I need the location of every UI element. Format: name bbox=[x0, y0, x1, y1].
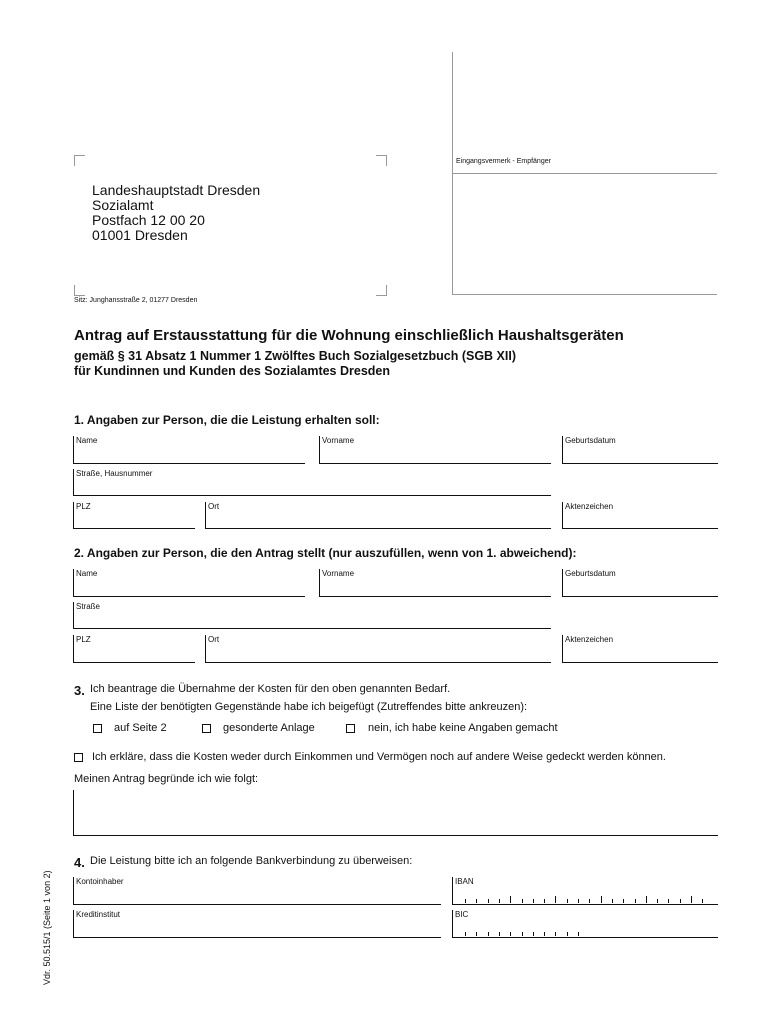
kreditinstitut-label: Kreditinstitut bbox=[76, 910, 121, 919]
bic-tick bbox=[522, 932, 523, 936]
bic-tick bbox=[476, 932, 477, 936]
iban-tick bbox=[646, 896, 647, 903]
s2-ort-label: Ort bbox=[208, 635, 220, 644]
s1-plz-field[interactable] bbox=[73, 502, 195, 529]
s1-strasse-label: Straße, Hausnummer bbox=[76, 469, 153, 478]
receipt-box-line-bottom bbox=[452, 294, 717, 295]
bic-tick bbox=[499, 932, 500, 936]
s2-strasse-field[interactable] bbox=[73, 602, 551, 629]
bic-tick bbox=[578, 932, 579, 936]
bic-tick bbox=[488, 932, 489, 936]
s2-plz-label: PLZ bbox=[76, 635, 91, 644]
bic-tick bbox=[510, 932, 511, 936]
s1-aktenzeichen-label: Aktenzeichen bbox=[565, 502, 614, 511]
s1-aktenzeichen-field[interactable] bbox=[562, 502, 718, 529]
iban-tick bbox=[465, 899, 466, 903]
iban-tick bbox=[578, 899, 579, 903]
kontoinhaber-label: Kontoinhaber bbox=[76, 877, 124, 886]
iban-tick bbox=[499, 899, 500, 903]
s1-geburtsdatum-label: Geburtsdatum bbox=[565, 436, 616, 445]
iban-field[interactable] bbox=[452, 877, 718, 905]
s1-geburtsdatum-field[interactable] bbox=[562, 436, 718, 464]
iban-tick bbox=[623, 899, 624, 903]
s1-strasse-field[interactable] bbox=[73, 469, 551, 496]
iban-tick bbox=[668, 899, 669, 903]
bic-tick bbox=[533, 932, 534, 936]
bic-field[interactable] bbox=[452, 910, 718, 938]
s1-ort-field[interactable] bbox=[205, 502, 551, 529]
section4-number: 4. bbox=[74, 855, 85, 870]
iban-tick bbox=[488, 899, 489, 903]
reason-textarea[interactable] bbox=[73, 790, 718, 836]
bic-tick bbox=[567, 932, 568, 936]
address-window-mark-tl bbox=[74, 155, 85, 166]
bic-tick bbox=[544, 932, 545, 936]
section2-heading: 2. Angaben zur Person, die den Antrag stellt (nur auszufüllen, wenn von 1. abweichend): bbox=[74, 546, 577, 560]
target-group: für Kundinnen und Kunden des Sozialamtes Dresden bbox=[74, 364, 391, 378]
option-anlage-checkbox[interactable] bbox=[202, 724, 211, 733]
iban-tick bbox=[635, 899, 636, 903]
s2-aktenzeichen-label: Aktenzeichen bbox=[565, 635, 614, 644]
bic-tick bbox=[555, 932, 556, 936]
recipient-line-4: 01001 Dresden bbox=[92, 227, 188, 243]
bic-tick bbox=[465, 932, 466, 936]
option-seite2-label: auf Seite 2 bbox=[114, 722, 167, 734]
s2-geburtsdatum-field[interactable] bbox=[562, 569, 718, 597]
s2-geburtsdatum-label: Geburtsdatum bbox=[565, 569, 616, 578]
iban-tick bbox=[702, 899, 703, 903]
section4-text: Die Leistung bitte ich an folgende Bankverbindung zu überweisen: bbox=[90, 855, 413, 867]
declaration-text: Ich erkläre, dass die Kosten weder durch Einkommen und Vermögen noch auf andere Weise gedeckt werden können. bbox=[92, 751, 666, 763]
iban-label: IBAN bbox=[455, 877, 474, 886]
section3-line2: Eine Liste der benötigten Gegenstände habe ich beigefügt (Zutreffendes bitte ankreuzen): bbox=[90, 701, 528, 713]
iban-tick bbox=[533, 899, 534, 903]
kontoinhaber-field[interactable] bbox=[73, 877, 441, 905]
address-window-mark-br bbox=[376, 285, 387, 296]
s2-vorname-field[interactable] bbox=[319, 569, 551, 597]
iban-tick bbox=[522, 899, 523, 903]
form-number: Vdr. 50.515/1 (Seite 1 von 2) bbox=[42, 870, 52, 985]
s2-strasse-label: Straße bbox=[76, 602, 101, 611]
recipient-line-1: Landeshauptstadt Dresden bbox=[92, 182, 261, 198]
iban-tick bbox=[544, 899, 545, 903]
kreditinstitut-field[interactable] bbox=[73, 910, 441, 938]
iban-tick bbox=[555, 896, 556, 903]
section3-number: 3. bbox=[74, 683, 85, 698]
s1-name-field[interactable] bbox=[73, 436, 305, 464]
iban-tick bbox=[612, 899, 613, 903]
section1-heading: 1. Angaben zur Person, die die Leistung erhalten soll: bbox=[74, 413, 380, 427]
receipt-label: Eingangsvermerk - Empfänger bbox=[456, 158, 551, 165]
s2-name-label: Name bbox=[76, 569, 98, 578]
iban-tick bbox=[476, 899, 477, 903]
recipient-line-3: Postfach 12 00 20 bbox=[92, 212, 205, 228]
s1-vorname-field[interactable] bbox=[319, 436, 551, 464]
s1-plz-label: PLZ bbox=[76, 502, 91, 511]
s2-vorname-label: Vorname bbox=[322, 569, 355, 578]
section3-line1: Ich beantrage die Übernahme der Kosten für den oben genannten Bedarf. bbox=[90, 683, 451, 695]
recipient-line-2: Sozialamt bbox=[92, 197, 154, 213]
s1-vorname-label: Vorname bbox=[322, 436, 355, 445]
option-keine-label: nein, ich habe keine Angaben gemacht bbox=[368, 722, 558, 734]
iban-tick bbox=[567, 899, 568, 903]
s2-ort-field[interactable] bbox=[205, 635, 551, 663]
bic-label: BIC bbox=[455, 910, 469, 919]
s1-ort-label: Ort bbox=[208, 502, 220, 511]
s1-name-label: Name bbox=[76, 436, 98, 445]
iban-tick bbox=[601, 896, 602, 903]
option-keine-checkbox[interactable] bbox=[346, 724, 355, 733]
legal-basis: gemäß § 31 Absatz 1 Nummer 1 Zwölftes Buch Sozialgesetzbuch (SGB XII) bbox=[74, 349, 516, 363]
iban-tick bbox=[589, 899, 590, 903]
iban-tick bbox=[657, 899, 658, 903]
reason-label: Meinen Antrag begründe ich wie folgt: bbox=[74, 773, 259, 785]
option-anlage-label: gesonderte Anlage bbox=[223, 722, 315, 734]
s2-aktenzeichen-field[interactable] bbox=[562, 635, 718, 663]
declaration-checkbox[interactable] bbox=[74, 753, 83, 762]
address-window-mark-bl bbox=[74, 285, 85, 296]
receipt-box-line-top bbox=[452, 173, 717, 174]
option-seite2-checkbox[interactable] bbox=[93, 724, 102, 733]
s2-plz-field[interactable] bbox=[73, 635, 195, 663]
recipient-seat: Sitz: Junghansstraße 2, 01277 Dresden bbox=[74, 297, 198, 304]
s2-name-field[interactable] bbox=[73, 569, 305, 597]
iban-tick bbox=[691, 896, 692, 903]
address-window-mark-tr bbox=[376, 155, 387, 166]
iban-tick bbox=[510, 896, 511, 903]
iban-tick bbox=[680, 899, 681, 903]
page-title: Antrag auf Erstausstattung für die Wohnung einschließlich Haushaltsgeräten bbox=[74, 327, 624, 344]
